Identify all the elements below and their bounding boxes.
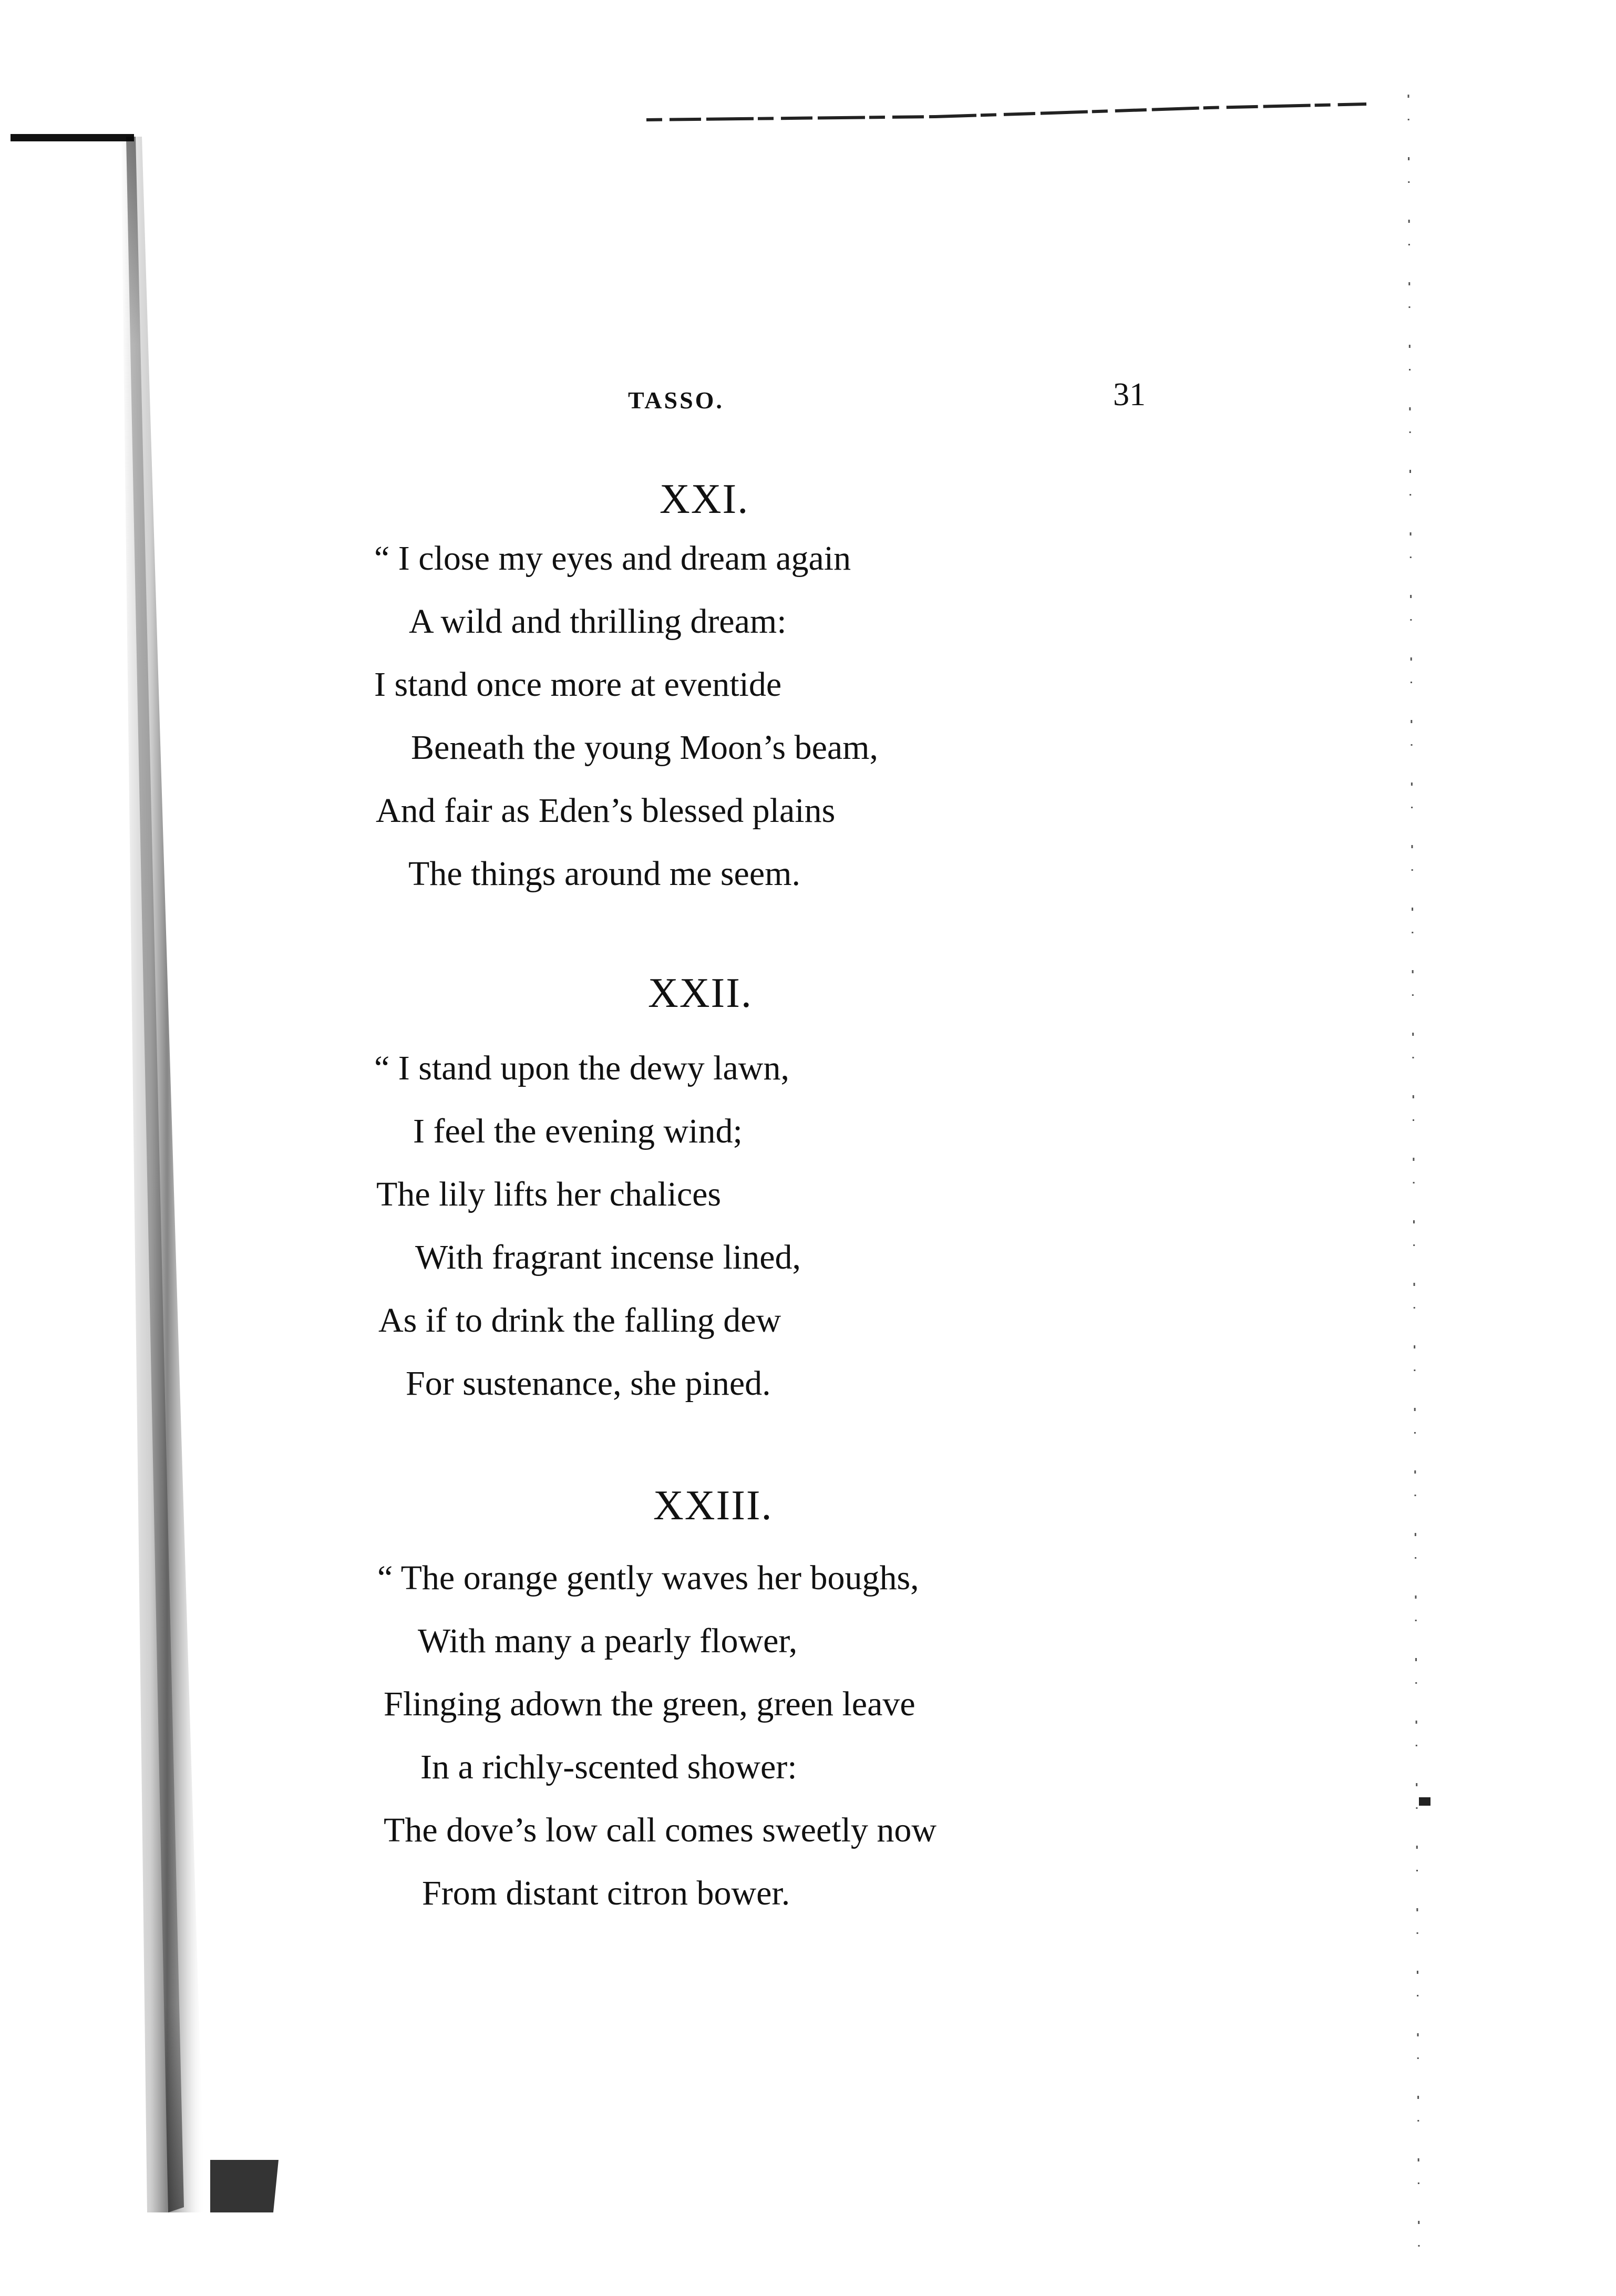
verse-line: Flinging adown the green, green leave [384, 1685, 915, 1723]
verse-line: A wild and thrilling dream: [409, 602, 787, 641]
verse-line: With fragrant incense lined, [415, 1238, 801, 1276]
stanza-number: XXI. [660, 476, 749, 522]
verse-line: The things around me seem. [408, 854, 800, 893]
page-number: 31 [1113, 377, 1146, 413]
verse-line: The dove’s low call comes sweetly now [384, 1811, 937, 1849]
verse-line: For sustenance, she pined. [406, 1364, 771, 1403]
stanza-number: XXIII. [653, 1482, 773, 1529]
verse-line: “ I stand upon the dewy lawn, [374, 1049, 789, 1087]
binding-shadow [121, 137, 279, 2212]
verse-line: “ I close my eyes and dream again [374, 539, 851, 578]
verse-line: Beneath the young Moon’s beam, [411, 728, 879, 767]
stanza-number: XXII. [648, 970, 753, 1016]
verse-line: In a richly-scented shower: [420, 1748, 797, 1786]
verse-line: I feel the evening wind; [413, 1112, 743, 1150]
verse-line: I stand once more at eventide [374, 665, 782, 704]
running-head: TASSO. [628, 387, 724, 414]
verse-line: “ The orange gently waves her boughs, [377, 1559, 919, 1597]
verse-line: And fair as Eden’s blessed plains [376, 791, 836, 830]
verse-line: As if to drink the falling dew [378, 1301, 781, 1340]
verse-line: With many a pearly flower, [418, 1622, 798, 1660]
right-scan-edge [1377, 95, 1440, 2249]
verse-line: From distant citron bower. [422, 1874, 790, 1912]
verse-line: The lily lifts her chalices [376, 1175, 722, 1213]
